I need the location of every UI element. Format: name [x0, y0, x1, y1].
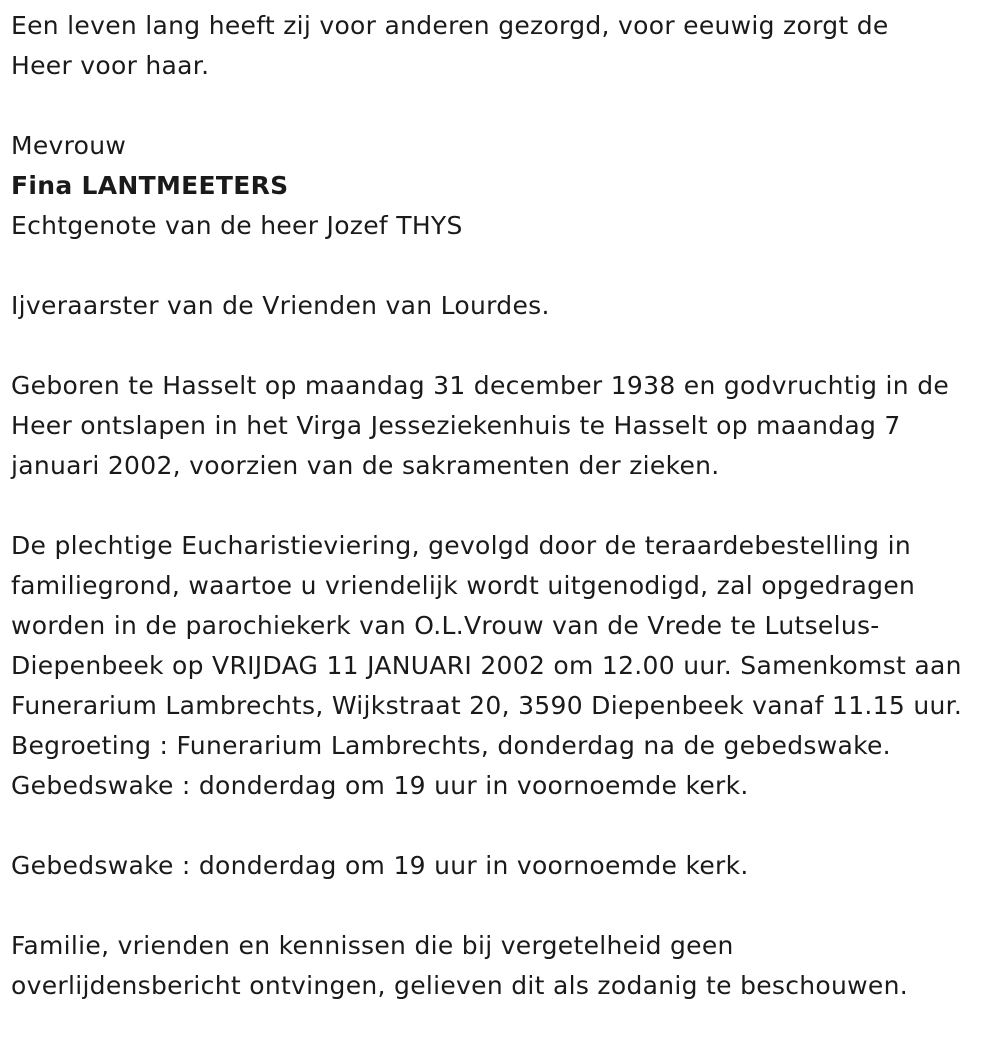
- salutation: Mevrouw: [11, 131, 127, 160]
- spacer: [11, 886, 991, 926]
- ceremony-line-5: Funerarium Lambrechts, Wijkstraat 20, 3590 Diepenbeek vanaf 11.15 uur.: [11, 691, 963, 720]
- closing-line-1: Familie, vrienden en kennissen die bij vergetelheid geen: [11, 931, 734, 960]
- spacer: [11, 806, 991, 846]
- spacer: [11, 86, 991, 126]
- intro-line-2: Heer voor haar.: [11, 51, 210, 80]
- spouse-line: Echtgenote van de heer Jozef THYS: [11, 211, 463, 240]
- spacer: [11, 326, 991, 366]
- ceremony-line-2: familiegrond, waartoe u vriendelijk wordt uitgenodigd, zal opgedragen: [11, 571, 916, 600]
- ceremony-line-7: Gebedswake : donderdag om 19 uur in voornoemde kerk.: [11, 771, 749, 800]
- ceremony-line-1: De plechtige Eucharistieviering, gevolgd door de teraardebestelling in: [11, 531, 911, 560]
- birth-death-line-2: Heer ontslapen in het Virga Jesseziekenhuis te Hasselt op maandag 7: [11, 411, 901, 440]
- ceremony-line-4: Diepenbeek op VRIJDAG 11 JANUARI 2002 om 12.00 uur. Samenkomst aan: [11, 651, 962, 680]
- closing-line-2: overlijdensbericht ontvingen, gelieven dit als zodanig te beschouwen.: [11, 971, 908, 1000]
- vigil-line: Gebedswake : donderdag om 19 uur in voornoemde kerk.: [11, 851, 749, 880]
- spacer: [11, 246, 991, 286]
- deceased-name: Fina LANTMEETERS: [11, 171, 289, 200]
- birth-death-line-3: januari 2002, voorzien van de sakramenten der zieken.: [11, 451, 720, 480]
- obituary-text: [11, 6, 991, 1006]
- spacer: [11, 486, 991, 526]
- birth-death-line-1: Geboren te Hasselt op maandag 31 december 1938 en godvruchtig in de: [11, 371, 950, 400]
- ceremony-line-3: worden in de parochiekerk van O.L.Vrouw van de Vrede te Lutselus-: [11, 611, 880, 640]
- role-line: Ijveraarster van de Vrienden van Lourdes.: [11, 291, 550, 320]
- intro-line-1: Een leven lang heeft zij voor anderen gezorgd, voor eeuwig zorgt de: [11, 11, 889, 40]
- ceremony-line-6: Begroeting : Funerarium Lambrechts, donderdag na de gebedswake.: [11, 731, 891, 760]
